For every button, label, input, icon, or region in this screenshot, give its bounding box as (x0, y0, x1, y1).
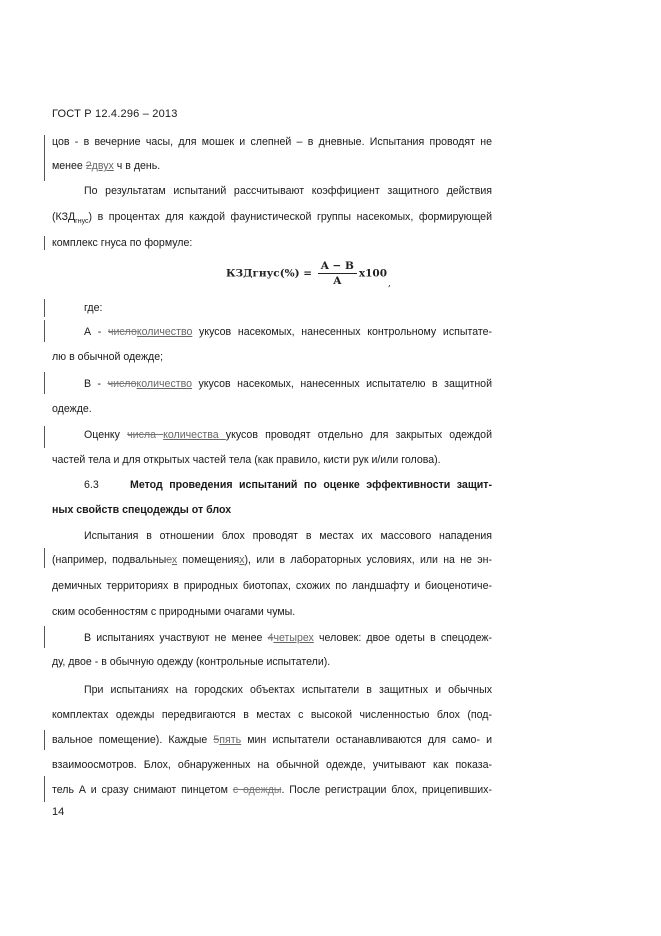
text-line: А - числоколичество укусов насекомых, нанесенных контрольному испытате- (84, 326, 493, 338)
text-line: менее 2двух ч в день. (52, 160, 161, 172)
text-line: цов - в вечерние часы, для мошек и слепней – в дневные. Испытания проводят не (52, 136, 492, 148)
section-number: 6.3 (84, 479, 99, 491)
text-line: демичных территориях в природных биотопах, схожих по ландшафту и биоценотиче- (52, 580, 492, 592)
text-line: взаимоосмотров. Блох, обнаруженных на обычной одежде, учитывают как показа- (52, 759, 492, 771)
deleted-text: е (166, 554, 172, 566)
change-bar (44, 372, 45, 394)
text-line: По результатам испытаний рассчитывают коэффициент защитного действия (84, 185, 492, 197)
text-line: комплектах одежды передвигаются в местах с высокой численностью блох (под- (52, 709, 492, 721)
inserted-text: пять (219, 734, 242, 746)
deleted-text: число (107, 326, 137, 338)
text-line: одежде. (52, 403, 92, 415)
page-number: 14 (52, 806, 65, 818)
inserted-text: количества (163, 429, 226, 441)
section-heading (84, 478, 492, 492)
text-line: где: (84, 302, 103, 314)
text-line: ду, двое - в обычную одежду (контрольные испытатели). (52, 656, 331, 668)
text-line: частей тела и для открытых частей тела (как правило, кисти рук и/или голова). (52, 454, 441, 466)
text-line: Испытания в отношении блох проводят в местах их массового нападения (84, 530, 492, 542)
text-line: В испытаниях участвуют не менее 4четырех человек: двое одеты в спецодеж- (84, 632, 492, 644)
change-bar (44, 626, 45, 648)
text-line: При испытаниях на городских объектах испытатели в защитных и обычных (84, 684, 492, 696)
inserted-text: двух (91, 160, 114, 172)
text-line: лю в обычной одежде; (52, 351, 164, 363)
change-bar (44, 548, 45, 568)
text-line: тель А и сразу снимают пинцетом с одежды. После регистрации блох, прицепивших- (52, 784, 492, 796)
inserted-text: х (239, 554, 245, 566)
deleted-text: 4 (267, 632, 274, 644)
formula-fraction (318, 260, 357, 287)
deleted-text: 2 (85, 160, 92, 172)
text-line: (например, подвальныех помещениях), или в лабораторных условиях, или на не эн- (52, 554, 492, 566)
inserted-text: х (171, 554, 178, 566)
text-line: Оценку числа количества укусов проводят отдельно для закрытых одеждой (84, 429, 492, 441)
change-bar (44, 236, 45, 250)
text-line: ским особенностям с природными очагами чумы. (52, 606, 296, 618)
text-line: комплекс гнуса по формуле: (52, 237, 193, 249)
text-line: В - числоколичество укусов насекомых, нанесенных испытателю в защитной (84, 378, 492, 390)
change-bar (44, 426, 45, 448)
deleted-text: 5 (213, 734, 220, 746)
formula-rhs: x100 (358, 267, 388, 280)
section-title: ных свойств спецодежды от блох (52, 504, 232, 516)
formula-lhs: КЗДгнус(%) = (226, 267, 313, 280)
text-line: вальное помещение). Каждые 5пять мин испытатели останавливаются для само- и (52, 734, 492, 746)
section-title: Метод проведения испытаний по оценке эффективности защит- (130, 479, 492, 491)
document-header: ГОСТ Р 12.4.296 – 2013 (52, 108, 178, 120)
inserted-text: количество (136, 378, 192, 390)
deleted-text: числа (127, 429, 164, 441)
inserted-text: четырех (273, 632, 314, 644)
change-bar (44, 320, 45, 342)
formula: КЗДгнус(%) = $\frac{A - B}{A}$ x100, (226, 260, 391, 289)
change-bar (44, 299, 45, 317)
formula-denominator: A (333, 275, 342, 287)
formula-numerator: A − B (318, 260, 357, 274)
inserted-text: количество (136, 326, 193, 338)
deleted-text: с одежды (232, 784, 282, 796)
text-line: $(КЗД_{гнус})$ в процентах для каждой фаунистической группы насекомых, формирующей (52, 211, 492, 226)
change-bar (44, 135, 45, 181)
deleted-text: число (107, 378, 137, 390)
change-bar (44, 730, 45, 750)
change-bar (44, 776, 45, 802)
